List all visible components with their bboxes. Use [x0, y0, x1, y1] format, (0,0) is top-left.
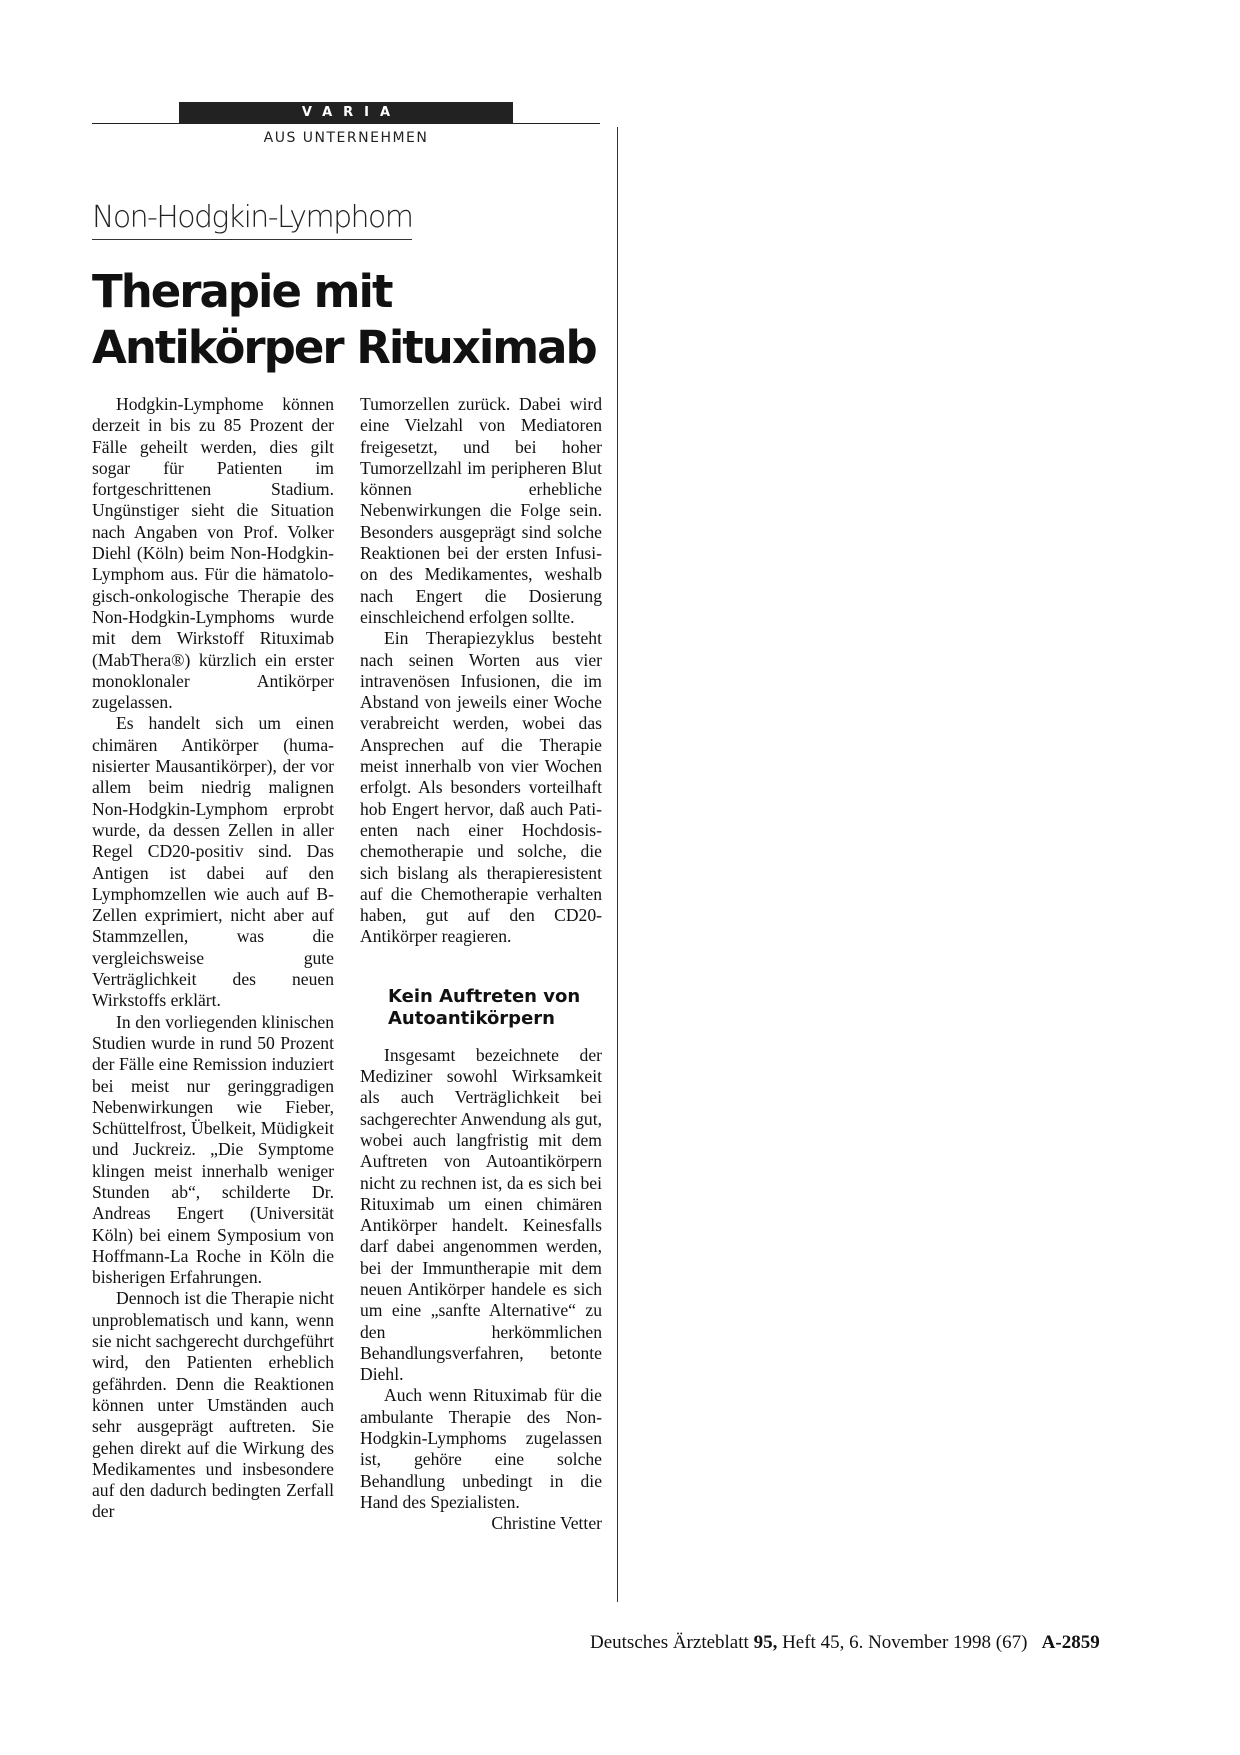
title-line-1: Therapie mit [92, 265, 392, 318]
article-kicker: Non-Hodgkin-Lymphom [92, 198, 412, 240]
header-rule [92, 123, 600, 124]
body-paragraph: Es handelt sich um einen chimären Antikörper (humanisierter Mausantikörper), der vor allem beim niedrig malignen Non-Hodgkin-Lymphom erprobt wurde, da dessen Zellen in aller Regel CD20-positiv sind. Das Antigen ist dabei auf den Lymphomzellen wie auch auf B-Zellen exprimiert, nicht aber auf Stammzellen, was die vergleichsweise gute Verträglichkeit des neuen Wirkstoffs erklärt. [92, 713, 334, 1011]
body-paragraph: Ein Therapiezyklus besteht nach seinen Worten aus vier intravenösen Infusionen, die im Abstand von jeweils einer Woche verabreicht werden, wobei das Ansprechen auf die Therapie meist innerhalb von vier Wochen erfolgt. Als besonders vorteilhaft hob Engert hervor, daß auch Patienten nach einer Hochdosischemotherapie und solche, die sich bislang als therapieresistent auf die Chemotherapie verhalten haben, gut auf den CD20-Antikörper reagieren. [360, 628, 602, 947]
journal-name: Deutsches Ärzteblatt [590, 1632, 749, 1653]
author-signature: Christine Vetter [491, 1513, 602, 1534]
subsection-label: AUS UNTERNEHMEN [263, 130, 429, 146]
last-paragraph-text: Auch wenn Rituximab für die ambulante Therapie des Non-Hodgkin-Lymphoms zugelassen ist, gehöre eine solche Behandlung unbedingt in die Hand des Spezialisten. [360, 1385, 602, 1512]
body-paragraph: Insgesamt bezeichnete der Mediziner sowohl Wirksamkeit als auch Verträglichkeit bei sachgerechter Anwendung als gut, wobei auch langfristig mit dem Auftreten von Autoantikörpern nicht zu rechnen ist, da es sich bei Rituximab um einen chimären Antikörper handelt. Keinesfalls darf dabei angenommen werden, bei der Immuntherapie mit dem neuen Antikörper handele es sich um eine „sanfte Alternative“ zu den herkömmlichen Behandlungsverfahren, betonte Diehl. [360, 1044, 602, 1385]
body-paragraph: Dennoch ist die Therapie nicht unproblematisch und kann, wenn sie nicht sachgerecht durchgeführt wird, den Patienten erheblich gefährden. Denn die Reaktionen können unter Umständen auch sehr ausgeprägt auftreten. Sie gehen direkt auf die Wirkung des Medikamentes und insbesondere auf den dadurch bedingten Zerfall der [92, 1288, 334, 1522]
body-column-right [360, 394, 602, 1535]
section-label: VARIA [179, 102, 513, 123]
volume-number: 95, [753, 1632, 778, 1653]
title-line-2: Antikörper Rituximab [92, 321, 596, 374]
page-footer [590, 1632, 1137, 1654]
body-paragraph [360, 1385, 602, 1534]
body-column-left [92, 394, 334, 1523]
issue-date: Heft 45, 6. November 1998 (67) [782, 1632, 1028, 1653]
article-title [92, 264, 612, 376]
page-number: A-2859 [1041, 1632, 1100, 1653]
body-paragraph: In den vorliegenden klinischen Studien wurde in rund 50 Prozent der Fälle eine Remission induziert bei meist nur geringgradigen Nebenwirkungen wie Fieber, Schüttelfrost, Übelkeit, Müdigkeit und Juckreiz. „Die Symptome klingen meist innerhalb weniger Stunden ab“, schilderte Dr. Andreas Engert (Universität Köln) bei einem Symposium von Hoffmann-La Roche in Köln die bisherigen Erfahrungen. [92, 1011, 334, 1288]
column-divider [617, 127, 618, 1602]
body-paragraph: Hodgkin-Lymphome können derzeit in bis zu 85 Prozent der Fälle geheilt werden, dies gilt sogar für Patienten im fortgeschrittenen Stadium. Ungünstiger sieht die Situation nach Angaben von Prof. Volker Diehl (Köln) beim Non-Hodgkin-Lymphom aus. Für die hämatologisch-onkologische Therapie des Non-Hodgkin-Lymphoms wurde mit dem Wirkstoff Rituximab (MabThera®) kürzlich ein erster monoklonaler Antikörper zugelassen. [92, 394, 334, 713]
subheading: Kein Auftreten von Autoantikörpern [388, 985, 581, 1029]
body-paragraph: Tumorzellen zurück. Dabei wird eine Vielzahl von Mediatoren freigesetzt, und bei hoher Tumorzellzahl im peripheren Blut können erhebliche Nebenwirkungen die Folge sein. Besonders ausgeprägt sind solche Reaktionen bei der ersten Infusion des Medikamentes, weshalb nach Engert die Dosierung einschleichend erfolgen sollte. [360, 394, 602, 627]
